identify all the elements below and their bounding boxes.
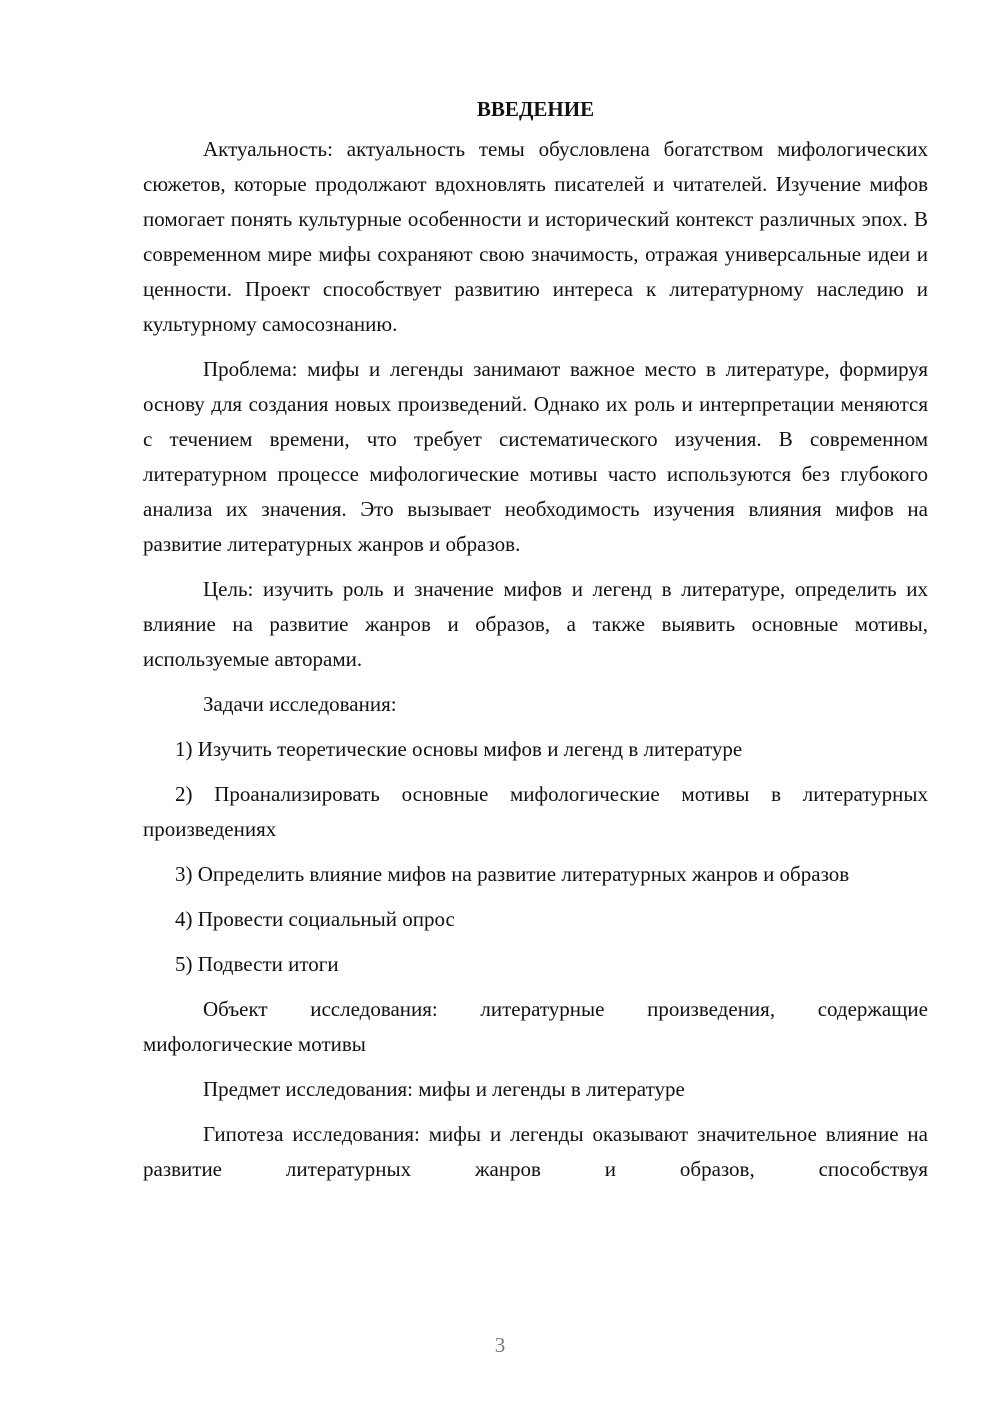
hypothesis-paragraph: Гипотеза исследования: мифы и легенды оказывают значительное влияние на развитие литературных жанров и образов, способствуя xyxy=(143,1122,928,1181)
task-item-5: 5) Подвести итоги xyxy=(175,952,339,976)
section-heading: ВВЕДЕНИЕ xyxy=(476,97,595,121)
tasks-title: Задачи исследования: xyxy=(203,692,397,716)
task-item-1: 1) Изучить теоретические основы мифов и легенд в литературе xyxy=(175,737,743,761)
page-content xyxy=(143,92,928,1197)
task-item-2: 2) Проанализировать основные мифологические мотивы в литературных произведениях xyxy=(143,782,928,841)
task-item-3: 3) Определить влияние мифов на развитие литературных жанров и образов xyxy=(175,862,850,886)
goal-paragraph: Цель: изучить роль и значение мифов и легенд в литературе, определить их влияние на развитие жанров и образов, а также выявить основные мотивы, используемые авторами. xyxy=(143,577,928,671)
page-number: 3 xyxy=(494,1333,506,1357)
relevance-paragraph: Актуальность: актуальность темы обусловлена богатством мифологических сюжетов, которые продолжают вдохновлять писателей и читателей. Изучение мифов помогает понять культурные особенности и исторический контекст различных эпох. В современном мире мифы сохраняют свою значимость, отражая универсальные идеи и ценности. Проект способствует развитию интереса к литературному наследию и культурному самосознанию. xyxy=(143,137,928,336)
object-paragraph: Объект исследования: литературные произведения, содержащие мифологические мотивы xyxy=(143,997,928,1056)
task-item-4: 4) Провести социальный опрос xyxy=(175,907,455,931)
problem-paragraph: Проблема: мифы и легенды занимают важное место в литературе, формируя основу для создания новых произведений. Однако их роль и интерпретации меняются с течением времени, что требует систематического изучения. В современном литературном процессе мифологические мотивы часто используются без глубокого анализа их значения. Это вызывает необходимость изучения влияния мифов на развитие литературных жанров и образов. xyxy=(143,357,928,556)
subject-paragraph: Предмет исследования: мифы и легенды в литературе xyxy=(203,1077,685,1101)
